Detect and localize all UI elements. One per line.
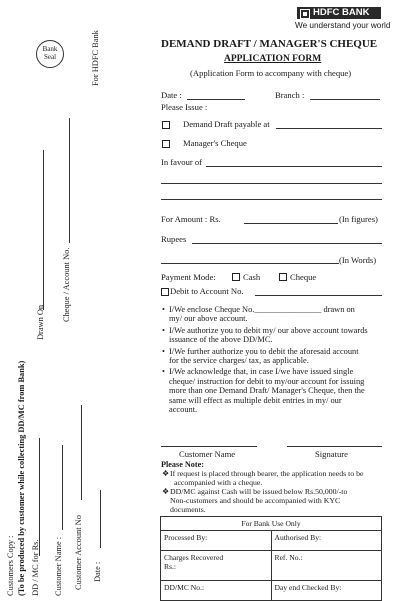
in-favour-of-field[interactable] bbox=[206, 166, 382, 167]
dd-mc-no-cell[interactable]: DD/MC No.: bbox=[161, 581, 272, 601]
rupees-field-line2[interactable] bbox=[161, 263, 339, 264]
note-line: If request is placed through bearer, the application needs to be bbox=[170, 469, 364, 478]
in-favour-of-line3[interactable] bbox=[161, 199, 382, 200]
note-line: Non-customers and should be accompanied with KYC bbox=[170, 496, 341, 506]
rs-label: Rs.: bbox=[164, 562, 177, 571]
bullet-icon: • bbox=[162, 325, 165, 335]
declaration-line: I/We further authorize you to debit the aforesaid account bbox=[169, 346, 359, 356]
bank-use-table bbox=[160, 516, 382, 601]
note-item bbox=[162, 470, 386, 487]
signature-line[interactable] bbox=[287, 446, 382, 447]
drawn-on-label: Drawn On bbox=[36, 304, 45, 340]
declaration-line: for the service charges/ tax, as applicable. bbox=[169, 356, 309, 366]
declaration-item bbox=[162, 326, 384, 345]
bank-seal bbox=[36, 40, 64, 68]
date-label-left: Date : bbox=[93, 561, 102, 582]
declaration-line: account. bbox=[169, 405, 198, 415]
bank-tagline: We understand your world bbox=[295, 21, 391, 30]
bank-use-title: For Bank Use Only bbox=[161, 517, 382, 531]
declaration-line: I/We authorize you to debit my/ our above account towards bbox=[169, 325, 368, 335]
cheque-account-label: Cheque / Account No. bbox=[62, 247, 71, 322]
declaration-line: my/ our above account. bbox=[169, 314, 248, 324]
charges-recovered-cell[interactable] bbox=[161, 551, 272, 581]
amount-figures-field[interactable] bbox=[244, 223, 338, 224]
dd-mc-for-rs-label: DD / MC for Rs. bbox=[31, 539, 40, 596]
dd-checkbox[interactable] bbox=[162, 121, 170, 129]
cash-label: Cash bbox=[243, 272, 261, 282]
payment-mode-label: Payment Mode: bbox=[161, 272, 216, 282]
cheque-checkbox[interactable] bbox=[279, 273, 287, 281]
dd-payable-field[interactable] bbox=[276, 128, 382, 129]
declaration-item bbox=[162, 347, 384, 366]
note-item bbox=[162, 488, 386, 514]
bullet-icon: • bbox=[162, 305, 165, 314]
processed-by-cell[interactable]: Processed By: bbox=[161, 531, 272, 551]
hdfc-logo-icon bbox=[300, 9, 310, 19]
date-field[interactable] bbox=[187, 99, 245, 100]
cheque-label: Cheque bbox=[290, 272, 317, 282]
dd-mc-for-rs-line bbox=[39, 438, 40, 556]
bank-name: HDFC BANK bbox=[313, 7, 370, 18]
for-amount-label: For Amount : Rs. bbox=[161, 214, 221, 224]
charges-recovered-label: Charges Recovered bbox=[164, 553, 224, 562]
day-end-checked-cell[interactable]: Day end Checked By: bbox=[271, 581, 382, 601]
signature-caption: Signature bbox=[315, 449, 348, 459]
in-figures-label: (In figures) bbox=[339, 214, 378, 224]
managers-cheque-label: Manager's Cheque bbox=[183, 138, 247, 148]
rupees-field[interactable] bbox=[192, 243, 382, 244]
please-note-heading: Please Note: bbox=[161, 460, 204, 469]
date-label: Date : bbox=[161, 90, 182, 100]
diamond-bullet-icon: ❖ bbox=[162, 469, 169, 478]
bank-logo bbox=[297, 7, 381, 19]
note-line: DD/MC against Cash will be issued below Rs.50,000/-to bbox=[170, 487, 348, 497]
declaration-line: I/We acknowledge that, in case I/we have issued single bbox=[169, 367, 354, 377]
customer-name-line bbox=[62, 445, 63, 530]
note-line: accompanied with a cheque. bbox=[174, 477, 263, 487]
ref-no-cell[interactable]: Ref. No.: bbox=[271, 551, 382, 581]
declaration-line: issuance of the above DD/MC. bbox=[169, 335, 273, 345]
form-title: DEMAND DRAFT / MANAGER'S CHEQUE bbox=[161, 38, 378, 50]
cash-checkbox[interactable] bbox=[232, 273, 240, 281]
customer-name-sign-line[interactable] bbox=[161, 446, 257, 447]
in-words-label: (In Words) bbox=[339, 255, 377, 265]
in-favour-of-line2[interactable] bbox=[161, 183, 382, 184]
declaration-item bbox=[162, 305, 384, 324]
declaration-line: I/We enclose Cheque No.________________ drawn on bbox=[169, 305, 355, 314]
dd-payable-label: Demand Draft payable at bbox=[183, 119, 270, 129]
cheque-account-line bbox=[69, 118, 70, 243]
bullet-icon: • bbox=[162, 367, 165, 377]
customer-name-label: Customer Name : bbox=[54, 536, 63, 596]
declaration-list bbox=[162, 305, 384, 414]
form-note: (Application Form to accompany with cheque) bbox=[190, 68, 352, 78]
customer-account-no-label: Customer Account No bbox=[74, 515, 83, 590]
note-line: documents. bbox=[170, 504, 206, 514]
in-favour-of-label: In favour of bbox=[161, 157, 203, 167]
customer-copy-note: (To be produced by customer while collecting DD/MC from Bank) bbox=[17, 360, 26, 596]
seal-line1: Bank bbox=[42, 45, 58, 53]
rupees-label: Rupees bbox=[161, 234, 187, 244]
authorised-by-cell[interactable]: Authorised By: bbox=[271, 531, 382, 551]
customer-copy-label: Customers Copy : bbox=[6, 535, 15, 596]
debit-account-label: Debit to Account No. bbox=[170, 286, 244, 296]
date-line-left bbox=[100, 490, 101, 548]
for-bank-label: For HDFC Bank bbox=[91, 30, 100, 86]
drawn-on-line bbox=[43, 150, 44, 310]
form-subtitle: APPLICATION FORM bbox=[224, 54, 322, 64]
customer-name-caption: Customer Name bbox=[179, 449, 236, 459]
branch-field[interactable] bbox=[310, 99, 380, 100]
please-issue-label: Please Issue : bbox=[161, 102, 208, 112]
declaration-line: same will effect as multiple debit entries in my/ our bbox=[169, 395, 342, 405]
declaration-line: more than one Demand Draft/ Manager's Cheque, then the bbox=[169, 386, 365, 396]
diamond-bullet-icon: ❖ bbox=[162, 487, 169, 497]
branch-label: Branch : bbox=[275, 90, 305, 100]
mc-checkbox[interactable] bbox=[162, 140, 170, 148]
bullet-icon: • bbox=[162, 346, 165, 356]
seal-line2: Seal bbox=[43, 53, 57, 61]
declaration-item bbox=[162, 367, 384, 414]
declaration-line: cheque/ instruction for debit to my/our account for issuing bbox=[169, 376, 365, 386]
customer-account-no-line bbox=[81, 405, 82, 500]
debit-account-field[interactable] bbox=[255, 295, 382, 296]
notes-list bbox=[162, 470, 386, 515]
debit-account-checkbox[interactable] bbox=[161, 288, 169, 296]
